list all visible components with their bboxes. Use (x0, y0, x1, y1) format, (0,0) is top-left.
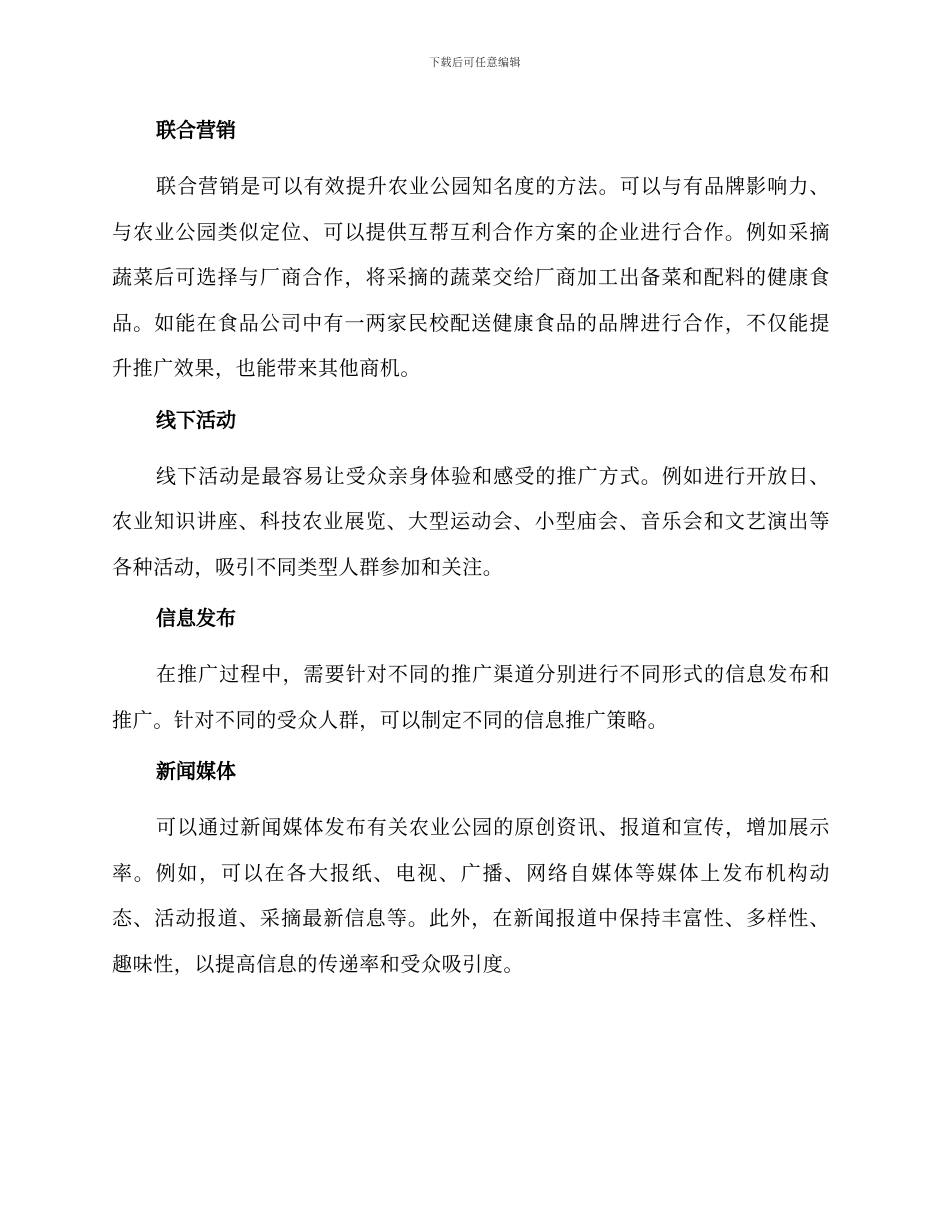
section-heading-news-media: 新闻媒体 (156, 759, 236, 783)
header-note: 下载后可任意编辑 (429, 56, 521, 69)
section-heading-offline-activities: 线下活动 (156, 407, 236, 432)
section-paragraph-offline-activities: 线下活动是最容易让受众亲身体验和感受的推广方式。例如进行开放日、农业知识讲座、科技农业展览、大型运动会、小型庙会、音乐会和文艺演出等各种活动，吸引不同类型人群参加和关注。 (112, 463, 830, 579)
section-paragraph-joint-marketing: 联合营销是可以有效提升农业公园知名度的方法。可以与有品牌影响力、与农业公园类似定位、可以提供互帮互利合作方案的企业进行合作。例如采摘蔬菜后可选择与厂商合作，将采摘的蔬菜交给厂商加工出备菜和配料的健康食品。如能在食品公司中有一两家民校配送健康食品的品牌进行合作，不仅能提升推广效果，也能带来其他商机。 (112, 174, 830, 380)
section-heading-info-release: 信息发布 (156, 606, 236, 630)
section-paragraph-info-release: 在推广过程中，需要针对不同的推广渠道分别进行不同形式的信息发布和推广。针对不同的受众人群，可以制定不同的信息推广策略。 (112, 662, 830, 732)
document-body (112, 110, 830, 987)
section-paragraph-news-media: 可以通过新闻媒体发布有关农业公园的原创资讯、报道和宣传，增加展示率。例如，可以在各大报纸、电视、广播、网络自媒体等媒体上发布机构动态、活动报道、采摘最新信息等。此外，在新闻报道中保持丰富性、多样性、趣味性，以提高信息的传递率和受众吸引度。 (112, 815, 830, 976)
section-heading-joint-marketing: 联合营销 (156, 118, 236, 142)
